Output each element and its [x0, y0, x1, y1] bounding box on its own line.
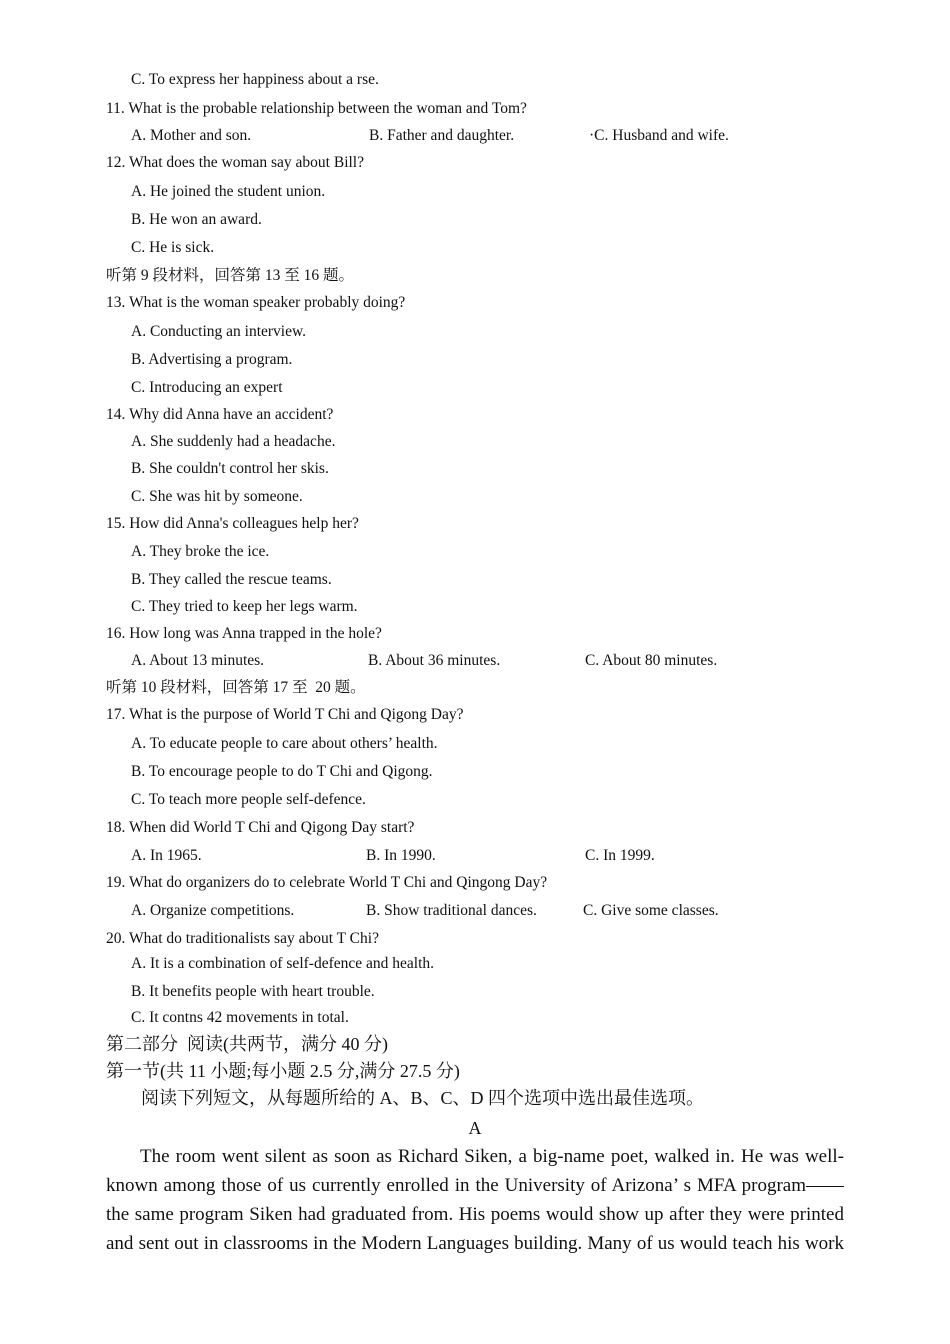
q14-stem: 14. Why did Anna have an accident?: [106, 406, 334, 423]
q15-stem: 15. How did Anna's colleagues help her?: [106, 515, 359, 532]
section-10-heading: 听第 10 段材料，回答第 17 至 20 题。: [106, 679, 366, 696]
q12-stem: 12. What does the woman say about Bill?: [106, 154, 364, 171]
passage-label: A: [468, 1118, 482, 1138]
q17-option-b: B. To encourage people to do T Chi and Qigong.: [131, 763, 433, 780]
q15-option-a: A. They broke the ice.: [131, 543, 270, 560]
q20-stem: 20. What do traditionalists say about T Chi?: [106, 930, 379, 947]
q17-option-a: A. To educate people to care about others’ health.: [131, 735, 438, 752]
passage-line: and sent out in classrooms in the Modern Languages building. Many of us would teach his work: [106, 1233, 844, 1254]
q19-option-a: A. Organize competitions.: [131, 902, 295, 919]
q19-option-b: B. Show traditional dances.: [366, 902, 537, 919]
q20-option-b: B. It benefits people with heart trouble.: [131, 983, 375, 1000]
q16-stem: 16. How long was Anna trapped in the hole?: [106, 625, 382, 642]
reading-instruction: 阅读下列短文，从每题所给的 A、B、C、D 四个选项中选出最佳选项。: [141, 1088, 705, 1108]
q11-option-a: A. Mother and son.: [131, 127, 252, 144]
q20-option-c: C. It contns 42 movements in total.: [131, 1009, 349, 1026]
q14-option-c: C. She was hit by someone.: [131, 488, 303, 505]
q14-option-a: A. She suddenly had a headache.: [131, 433, 336, 450]
q12-option-a: A. He joined the student union.: [131, 183, 326, 200]
passage-line: known among those of us currently enrolled in the University of Arizona’ s MFA program——: [106, 1175, 844, 1196]
q12-option-c: C. He is sick.: [131, 239, 215, 256]
q14-option-b: B. She couldn't control her skis.: [131, 460, 329, 477]
section-9-heading: 听第 9 段材料，回答第 13 至 16 题。: [106, 267, 355, 284]
section-1-title: 第一节(共 11 小题;每小题 2.5 分,满分 27.5 分): [106, 1061, 460, 1081]
q11-stem: 11. What is the probable relationship between the woman and Tom?: [106, 100, 527, 117]
q10-option-c: C. To express her happiness about a rse.: [131, 71, 379, 88]
q11-options: [0, 126, 950, 146]
q17-option-c: C. To teach more people self-defence.: [131, 791, 366, 808]
q18-options: [0, 846, 950, 866]
q16-option-a: A. About 13 minutes.: [131, 652, 265, 669]
q18-option-c: C. In 1999.: [585, 847, 655, 864]
q19-option-c: C. Give some classes.: [583, 902, 719, 919]
q15-option-b: B. They called the rescue teams.: [131, 571, 332, 588]
q17-stem: 17. What is the purpose of World T Chi and Qigong Day?: [106, 706, 464, 723]
q16-options: [0, 651, 950, 671]
q13-option-b: B. Advertising a program.: [131, 351, 293, 368]
q13-option-a: A. Conducting an interview.: [131, 323, 307, 340]
q18-option-a: A. In 1965.: [131, 847, 202, 864]
passage-line: the same program Siken had graduated from. His poems would show up after they were printed: [106, 1204, 844, 1225]
part-2-title: 第二部分 阅读(共两节，满分 40 分): [106, 1034, 388, 1054]
q19-stem: 19. What do organizers do to celebrate World T Chi and Qingong Day?: [106, 874, 548, 891]
q11-option-c: ·C. Husband and wife.: [589, 127, 729, 144]
q16-option-b: B. About 36 minutes.: [368, 652, 501, 669]
passage-a: [106, 1142, 844, 1258]
q20-option-a: A. It is a combination of self-defence and health.: [131, 955, 434, 972]
q16-option-c: C. About 80 minutes.: [585, 652, 718, 669]
q18-stem: 18. When did World T Chi and Qigong Day start?: [106, 819, 415, 836]
passage-line: The room went silent as soon as Richard Siken, a big-name poet, walked in. He was well-: [140, 1146, 844, 1167]
q19-options: [0, 901, 950, 921]
q15-option-c: C. They tried to keep her legs warm.: [131, 598, 358, 615]
q18-option-b: B. In 1990.: [366, 847, 436, 864]
q11-option-b: B. Father and daughter.: [369, 127, 515, 144]
q13-option-c: C. Introducing an expert: [131, 379, 283, 396]
q13-stem: 13. What is the woman speaker probably doing?: [106, 294, 406, 311]
q12-option-b: B. He won an award.: [131, 211, 262, 228]
